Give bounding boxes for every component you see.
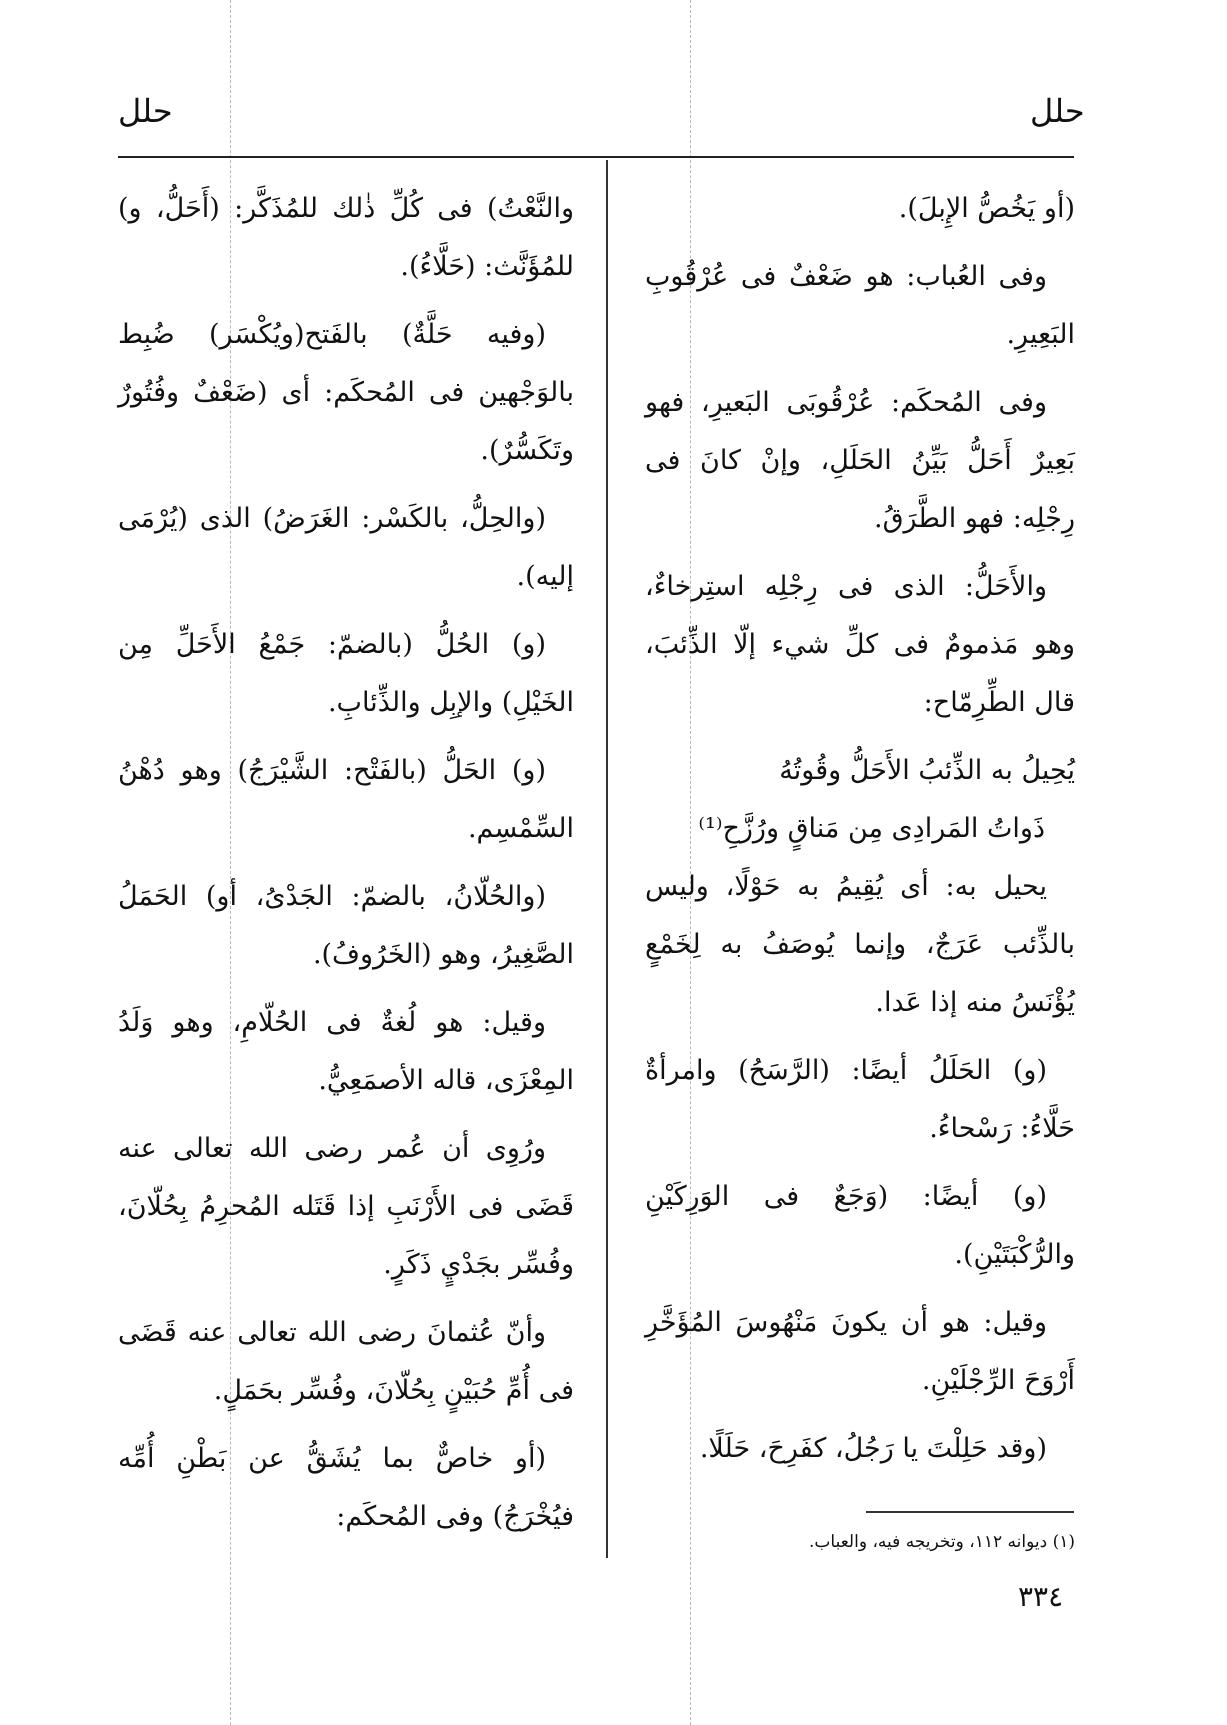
paragraph: (والحِلُّ، بالكَسْر: الغَرَضُ) الذى (يُرْمَى إليه).: [118, 503, 574, 592]
paragraph: (أو خاصٌّ بما يُشَقُّ عن بَطْنِ أُمِّه فيُخْرَجُ) وفى المُحكَم:: [118, 1443, 574, 1532]
paragraph: وقيل: هو أن يكونَ مَنْهُوسَ المُؤَخَّرِ أَرْوَحَ الرِّجْلَيْنِ.: [645, 1307, 1075, 1396]
paragraph: وفى العُباب: هو ضَعْفٌ فى عُرْقُوبِ البَعِيرِ.: [645, 261, 1075, 350]
paragraph: (أو يَخُصُّ الإِبلَ).: [898, 193, 1075, 224]
paragraph: والأَحَلُّ: الذى فى رِجْلِه استِرخاءٌ، وهو مَذمومٌ فى كلِّ شيء إلّا الذِّئبَ، قال الطِّرِمّاح:: [645, 571, 1075, 718]
paragraph: (و) أيضًا: (وَجَعٌ فى الوَرِكَيْنِ والرُّكْبَتَيْنِ).: [645, 1181, 1075, 1270]
paragraph: (و) الحَلَلُ أيضًا: (الرَّسَحُ) وامرأةٌ حَلَّاءُ: رَسْحاءُ.: [645, 1055, 1075, 1144]
paragraph: ورُوِى أن عُمر رضى الله تعالى عنه قَضَى فى الأَرْنَبِ إذا قَتَله المُحرِمُ بِحُلّانَ، وفُسِّر بجَدْيٍ ذَكَرٍ.: [118, 1133, 574, 1280]
left-column: [118, 180, 574, 1556]
poem-verse-second-hemistich: ذَواتُ المَرادِى مِن مَناقٍ ورُزَّحِ⁽¹⁾: [698, 813, 1045, 844]
column-divider: [606, 160, 608, 1558]
page-number: ٣٣٤: [1018, 1580, 1064, 1613]
paragraph: وأنّ عُثمانَ رضى الله تعالى عنه قَضَى فى أُمِّ حُبَيْنٍ بِحُلّانَ، وفُسِّر بحَمَلٍ.: [118, 1317, 574, 1406]
footnote: (١) ديوانه ١١٢، وتخريجه فيه، والعباب.: [809, 1532, 1075, 1552]
paragraph: (وفيه حَلَّةٌ) بالفَتح(ويُكْسَر) ضُبِط بالوَجْهين فى المُحكَم: أى (ضَعْفٌ وفُتُورٌ وتَكَسُّرٌ).: [118, 319, 574, 466]
paragraph: (و) الحَلُّ (بالفَتْح: الشَّيْرَجُ) وهو دُهْنُ السِّمْسِم.: [118, 755, 574, 844]
paragraph: (والحُلّانُ، بالضمّ: الجَدْىُ، أو) الحَمَلُ الصَّغِيرُ، وهو (الخَرُوفُ).: [118, 881, 574, 970]
paragraph: (وقد حَلِلْتَ يا رَجُلُ، كفَرِحَ، حَلَلًا.: [699, 1433, 1047, 1464]
paragraph: وفى المُحكَم: عُرْقُوبَى البَعيرِ، فهو بَعِيرٌ أَحَلُّ بَيِّنُ الحَلَلِ، وإنْ كانَ فى رِجْلِه: فهو الطَّرَقُ.: [645, 387, 1075, 534]
paragraph: (و) الحُلُّ (بالضمّ: جَمْعُ الأَحَلِّ مِن الخَيْلِ) والإبِل والذِّئابِ.: [118, 629, 574, 718]
footnote-rule: [866, 1511, 1074, 1513]
header-rule: [118, 156, 1074, 158]
paragraph: يحيل به: أى يُقِيمُ به حَوْلًا، وليس بالذِّئب عَرَجٌ، وإنما يُوصَفُ به لِخَمْعٍ يُؤْنَسُ منه إذا عَدا.: [645, 871, 1075, 1018]
running-header-right: حلل: [1030, 92, 1085, 130]
paragraph: وقيل: هو لُغةٌ فى الحُلّامِ، وهو وَلَدُ المِعْزَى، قاله الأصمَعِيُّ.: [118, 1007, 574, 1096]
running-header-left: حلل: [118, 92, 173, 130]
poem-verse-first-hemistich: يُحِيلُ به الذِّئبُ الأَحَلُّ وقُوتُهُ: [779, 755, 1075, 786]
paragraph: والنَّعْتُ) فى كُلِّ ذٰلك للمُذَكَّر: (أَحَلُّ، و) للمُؤَنَّث: (حَلَّاءُ).: [118, 193, 574, 282]
right-column: [645, 180, 1075, 1488]
